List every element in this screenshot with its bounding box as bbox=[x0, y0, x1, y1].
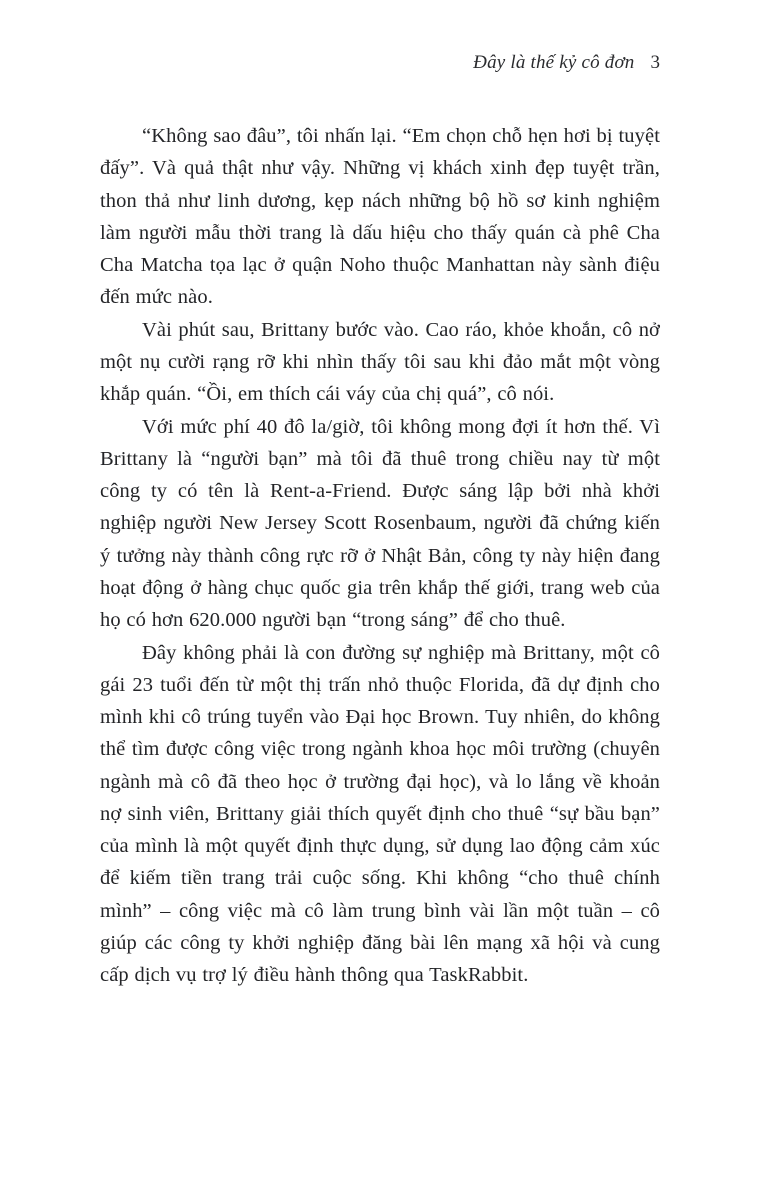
paragraph-4: Đây không phải là con đường sự nghiệp mà Brittany, một cô gái 23 tuổi đến từ một thị trấn nhỏ thuộc Florida, đã dự định cho mình khi cô trúng tuyển vào Đại học Brown. Tuy nhiên, do không thể tìm được công việc trong ngành khoa học môi trường (chuyên ngành mà cô đã theo học ở trường đại học), và lo lắng về khoản nợ sinh viên, Brittany giải thích quyết định cho thuê “sự bầu bạn” của mình là một quyết định thực dụng, sử dụng lao động cảm xúc để kiếm tiền trang trải cuộc sống. Khi không “cho thuê chính mình” – công việc mà cô làm trung bình vài lần một tuần – cô giúp các công ty khởi nghiệp đăng bài lên mạng xã hội và cung cấp dịch vụ trợ lý điều hành thông qua TaskRabbit. bbox=[100, 641, 660, 987]
paragraph-1: “Không sao đâu”, tôi nhấn lại. “Em chọn chỗ hẹn hơi bị tuyệt đấy”. Và quả thật như vậy. Những vị khách xinh đẹp tuyệt trần, thon thả như linh dương, kẹp nách những bộ hồ sơ kinh nghiệm làm người mẫu thời trang là dấu hiệu cho thấy quán cà phê Cha Cha Matcha tọa lạc ở quận Noho thuộc Manhattan này sành điệu đến mức nào. bbox=[100, 125, 660, 309]
running-title: Đây là thế kỷ cô đơn bbox=[473, 52, 635, 73]
running-header bbox=[100, 52, 660, 74]
page-number: 3 bbox=[650, 52, 660, 73]
body-text bbox=[100, 120, 660, 992]
paragraph-3: Với mức phí 40 đô la/giờ, tôi không mong đợi ít hơn thế. Vì Brittany là “người bạn” mà tôi đã thuê trong chiều nay từ một công ty có tên là Rent-a-Friend. Được sáng lập bởi nhà khởi nghiệp người New Jersey Scott Rosenbaum, người đã chứng kiến ý tưởng này thành công rực rỡ ở Nhật Bản, công ty này hiện đang hoạt động ở hàng chục quốc gia trên khắp thế giới, trang web của họ có hơn 620.000 người bạn “trong sáng” để cho thuê. bbox=[100, 415, 660, 632]
paragraph-2: Vài phút sau, Brittany bước vào. Cao ráo, khỏe khoắn, cô nở một nụ cười rạng rỡ khi nhìn thấy tôi sau khi đảo mắt một vòng khắp quán. “Ồi, em thích cái váy của chị quá”, cô nói. bbox=[100, 318, 660, 406]
